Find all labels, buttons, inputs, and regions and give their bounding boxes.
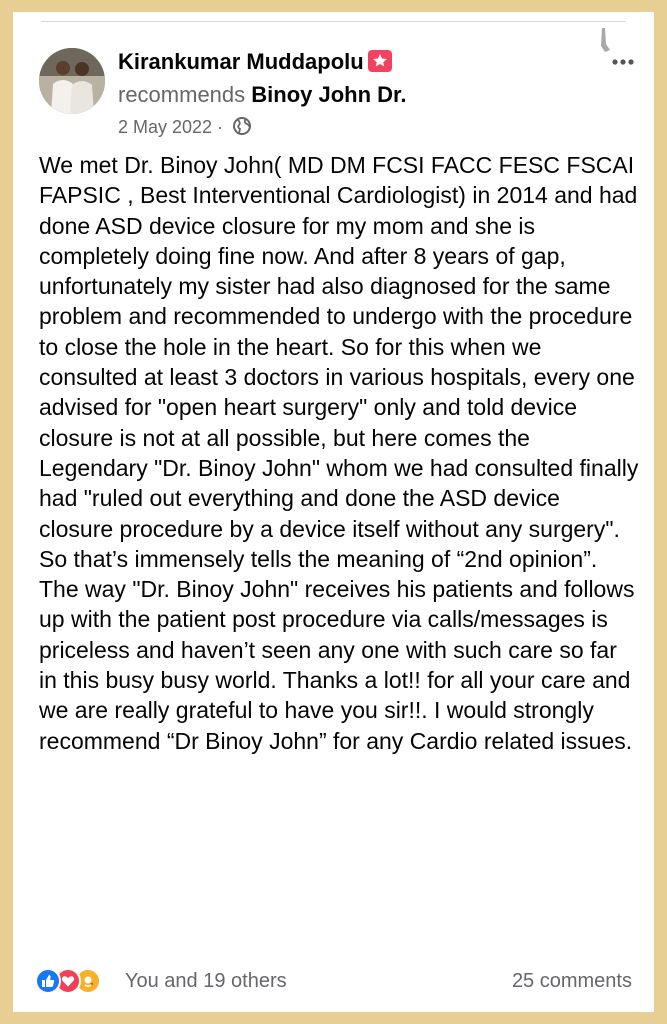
post-body: We met Dr. Binoy John( MD DM FCSI FACC FESC FSCAI FAPSIC , Best Interventional Cardiologist) in 2014 and had done ASD device closure for my mom and she is completely doing fine now. And after 8 years of gap, unfortunately my sister had also diagnosed for the same problem and recommended to undergo with the procedure to close the hole in the heart. So for this when we consulted at least 3 doctors in various hospitals, every one advised for "open heart surgery" only and told device closure is not at all possible, but here comes the Legendary "Dr. Binoy John" whom we had consulted finally had "ruled out everything and done the ASD device closure procedure by a device itself without any surgery". So that’s immensely tells the meaning of “2nd opinion”. The way "Dr. Binoy John" receives his patients and follows up with the patient post procedure via calls/messages is priceless and haven’t seen any one with such care so far in this busy busy world. Thanks a lot!! for all your care and we are really grateful to have you sir!!. I would strongly recommend “Dr Binoy John” for any Cardio related issues. [39, 152, 639, 754]
more-options-icon[interactable] [596, 26, 636, 66]
recommended-page-link[interactable]: Binoy John Dr. [251, 82, 407, 107]
divider [41, 21, 626, 22]
post-meta [118, 116, 252, 141]
comments-count[interactable]: 25 comments [511, 970, 632, 992]
reaction-icons[interactable] [35, 968, 125, 994]
recommends-verb: recommends [118, 82, 246, 107]
post-footer [35, 962, 632, 998]
author-name[interactable]: Kirankumar Muddapolu [118, 49, 364, 74]
post-date[interactable]: 2 May 2022 [118, 117, 213, 137]
recommendation-badge-icon [368, 50, 392, 72]
author-avatar[interactable] [39, 48, 105, 114]
like-icon [35, 968, 61, 994]
meta-separator: · [217, 117, 224, 137]
globe-icon [232, 116, 252, 141]
reaction-summary[interactable]: You and 19 others [125, 970, 287, 992]
post-card [13, 12, 654, 1012]
recommends-row [118, 82, 407, 108]
author-row [118, 49, 392, 75]
